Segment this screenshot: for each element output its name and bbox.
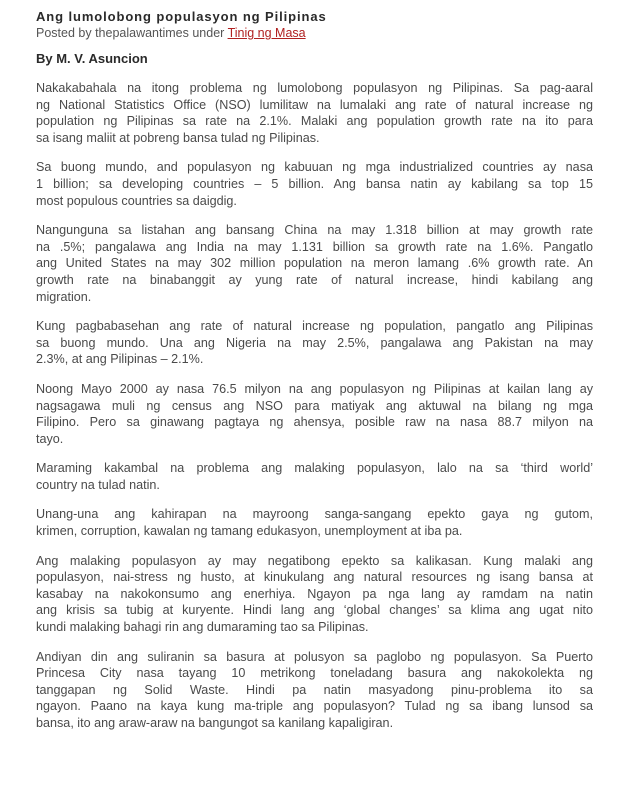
paragraph-line: bansa, ito ang araw-araw na bangungot sa kanilang kapaligiran. bbox=[36, 716, 394, 730]
posted-by-text: Posted by thepalawantimes under bbox=[36, 26, 228, 40]
paragraph-line: tayo. bbox=[36, 431, 64, 446]
paragraph-line: Nangunguna sa listahan ang bansang China na may 1.318 billion at may growth rate bbox=[36, 223, 593, 238]
paragraph-line: Ang malaking populasyon ay may negatibong epekto sa kalikasan. Kung malaki ang bbox=[36, 553, 593, 568]
paragraph-line: ngayon. Paano na kaya kung ma-triple ang populasyon? Tulad ng sa ibang lunsod sa bbox=[36, 699, 593, 714]
post-meta bbox=[36, 25, 593, 41]
paragraph-line: kundi malaking bahagi rin ang dumaraming tao sa Pilipinas. bbox=[36, 620, 369, 635]
paragraph-line: growth rate na binabanggit ay yung rate of natural increase, hindi kabilang ang bbox=[36, 272, 593, 287]
paragraph bbox=[36, 649, 593, 732]
category-link[interactable]: Tinig ng Masa bbox=[227, 26, 306, 40]
paragraph-line: ang krisis sa tubig at kuryente. Hindi lang ang ‘global changes’ sa klima ang ugat nito bbox=[36, 603, 593, 618]
paragraph-line: ng National Statistics Office (NSO) lumilitaw na lumalaki ang rate of natural increase ng bbox=[36, 97, 593, 112]
paragraph bbox=[36, 318, 593, 368]
paragraph-line: kasabay na nakokonsumo ang enerhiya. Ngayon pa nga lang ay ramdam na natin bbox=[36, 586, 593, 601]
paragraph bbox=[36, 159, 593, 209]
paragraph-line: 1 billion; sa developing countries – 5 billion. Ang bansa natin ay kabilang sa top 15 bbox=[36, 176, 593, 191]
paragraph-line: sa isang maliit at pobreng bansa tulad ng Pilipinas. bbox=[36, 130, 320, 145]
paragraph-line: Maraming kakambal na problema ang malaking populasyon, lalo na sa ‘third world’ bbox=[36, 461, 593, 476]
paragraph-line: migration. bbox=[36, 289, 92, 304]
paragraph-line: 2.3%, at ang Pilipinas – 2.1%. bbox=[36, 352, 204, 367]
paragraph bbox=[36, 506, 593, 539]
paragraph-line: Andiyan din ang suliranin sa basura at polusyon sa paglobo ng populasyon. Sa Puerto bbox=[36, 649, 593, 664]
paragraph bbox=[36, 553, 593, 636]
paragraph-line: most populous countries sa daigdig. bbox=[36, 193, 237, 208]
paragraph bbox=[36, 80, 593, 146]
article bbox=[36, 8, 593, 732]
paragraph bbox=[36, 222, 593, 305]
paragraph-line: krimen, corruption, kawalan ng tamang edukasyon, unemployment at iba pa. bbox=[36, 524, 463, 539]
paragraph-line: nagsagawa muli ng census ang NSO para matiyak ang aktuwal na bilang ng mga bbox=[36, 398, 593, 413]
paragraph-line: Filipino. Pero sa ginawang pagtaya ng ahensya, posible raw na nasa 88.7 milyon na bbox=[36, 415, 593, 430]
paragraph-line: population ng Pilipinas sa rate na 2.1%. Malaki ang population growth rate na ito para bbox=[36, 114, 593, 129]
paragraph-line: Nakakabahala na itong problema ng lumolobong populasyon ng Pilipinas. Sa pag-aaral bbox=[36, 81, 593, 95]
paragraph bbox=[36, 381, 593, 447]
paragraph-line: na .5%; pangalawa ang India na may 1.131 billion sa growth rate na 1.6%. Pangatlo bbox=[36, 239, 593, 254]
paragraph-line: country na tulad natin. bbox=[36, 477, 160, 492]
paragraph-line: Unang-una ang kahirapan na mayroong sanga-sangang epekto gaya ng gutom, bbox=[36, 507, 593, 522]
byline: By M. V. Asuncion bbox=[36, 51, 148, 66]
paragraph-line: tanggapan ng Solid Waste. Hindi pa natin masyadong pinu-problema ito sa bbox=[36, 682, 593, 697]
paragraph-line: sa buong mundo. Una ang Nigeria na may 2.5%, pangalawa ang Pakistan na may bbox=[36, 335, 593, 350]
paragraph-line: Noong Mayo 2000 ay nasa 76.5 milyon na ang populasyon ng Pilipinas at kailan lang ay bbox=[36, 381, 593, 396]
article-title: Ang lumolobong populasyon ng Pilipinas bbox=[36, 9, 327, 24]
paragraph-line: Sa buong mundo, and populasyon ng kabuuan ng mga industrialized countries ay nasa bbox=[36, 160, 593, 175]
paragraph-line: Princesa City nasa tayang 10 metrikong toneladang basura ang nakokolekta ng bbox=[36, 666, 593, 681]
paragraph-line: Kung pagbabasehan ang rate of natural increase ng population, pangatlo ang Pilipinas bbox=[36, 319, 593, 334]
paragraph-line: ang United States na may 302 million population na meron lamang .6% growth rate. An bbox=[36, 256, 593, 271]
paragraph bbox=[36, 460, 593, 493]
paragraph-line: populasyon, nai-stress ng husto, at kinukulang ang natural resources ng isang bansa at bbox=[36, 570, 593, 585]
article-body bbox=[36, 80, 593, 732]
